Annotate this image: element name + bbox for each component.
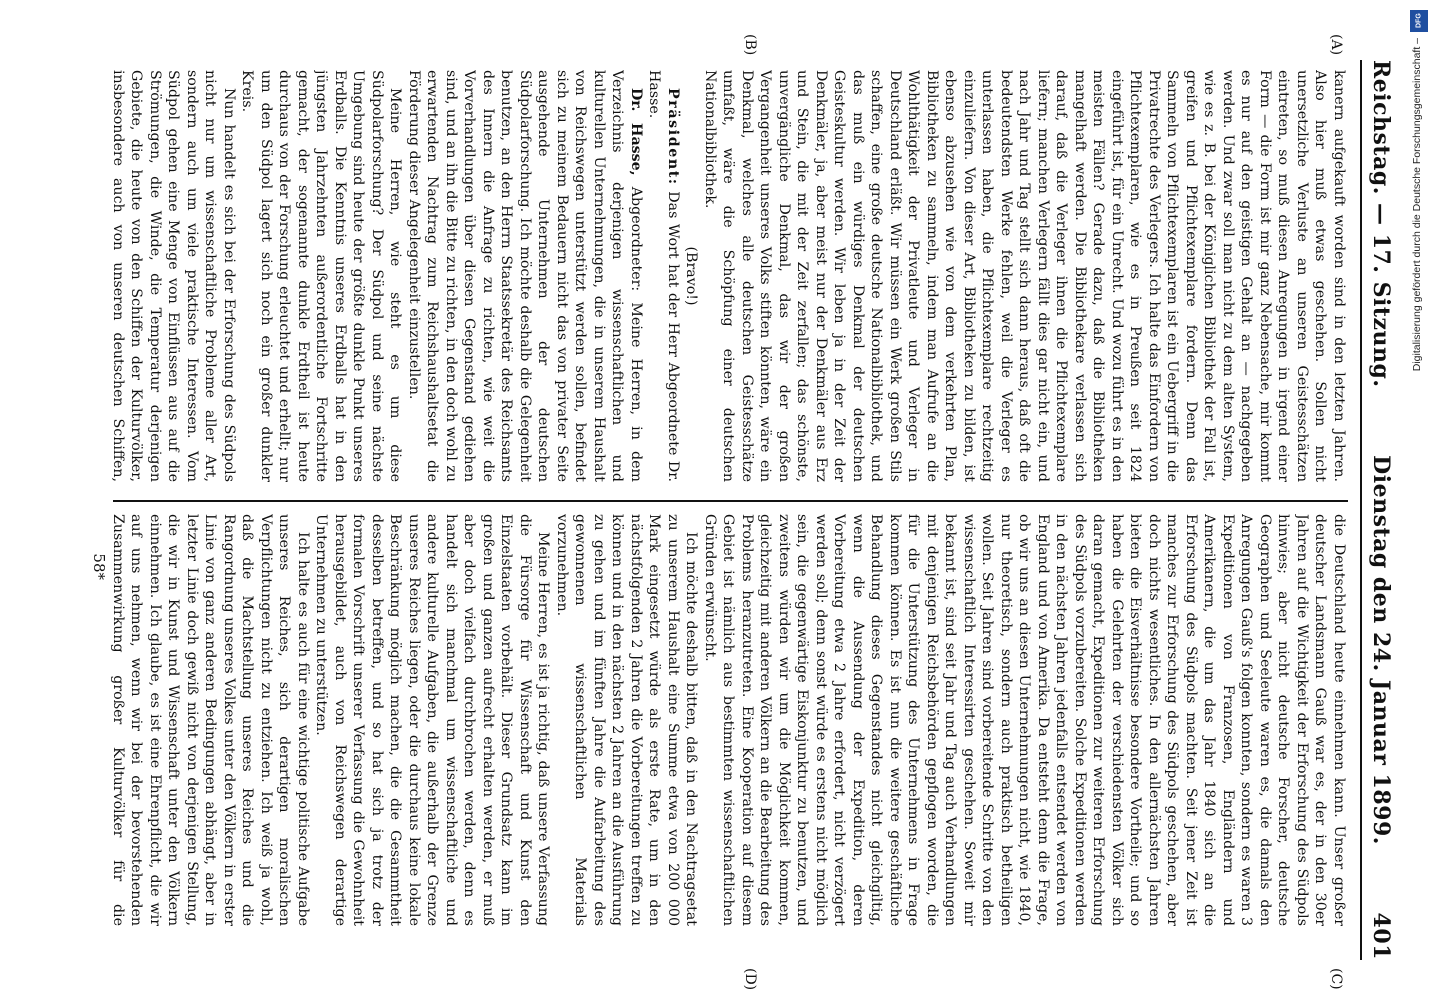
- paragraph: Ich möchte deshalb bitten, daß in den Nachtragsetat zu unserem Haushalt eine Summe etwa von 200 000 Mark eingesetzt würde als erste Rate, um in den nächstfolgenden 2 Jahren die Vorbereitungen treffen zu können und in den nächsten 2 Jahren an die Ausführung zu gehen und im fünften Jahre die Aufarbeitung des gewonnenen wissenschaftlichen Materials vorzunehmen.: [554, 514, 700, 926]
- credit-text: Digitalisierung gefördert durch die Deutsche Forschungsgemeinschaft –: [1411, 38, 1423, 372]
- signature-mark: 58*: [90, 553, 108, 580]
- paragraph: kanern aufgekauft worden sind in den letzten Jahren. Also hier muß etwas geschehen. Sollen nicht unersetzliche Verluste an unseren Geistesschätzen eintreten, so muß diesen Anregungen in irgend einer Form — die Form ist mir ganz Nebensache, mir kommt es nur auf den geistigen Gehalt an — nachgegeben werden. Und zwar soll man nicht zu dem alten System, wie es z. B. bei der Königlichen Bibliothek der Fall ist, greifen und Pflichtexemplare fordern. Denn das Sammeln von Pflichtexemplaren ist ein Uebergriff in die Privatrechte des Verlegers. Ich halte das Einfordern von Pflichtexemplaren, wie es in Preußen seit 1824 eingeführt ist, für ein Unrecht. Und wozu führt es in den meisten Fällen? Gerade dazu, daß die Bibliotheken mangelhaft werden. Die Bibliothekare verlassen sich darauf, daß die Verleger ihnen die Pflichtexemplare liefern; manchen Verlegern fällt dies gar nicht ein, und nach Jahr und Tag stellt sich dann heraus, daß oft die bedeutendsten Werke fehlen, weil die Verleger es unterlassen haben, die Pflichtexemplare rechtzeitig einzuliefern. Von dieser Art, Bibliotheken zu bilden, ist ebenso abzusehen wie von dem verkehrten Plan, Bibliotheken zu sammeln, indem man Aufrufe an die Wohlthätigkeit der Privatleute und Verleger in Deutschland erläßt. Wir müssen ein Werk großen Stils schaffen, eine große deutsche Nationalbibliothek, und das muß ein würdiges Denkmal der deutschen Geisteskultur werden. Wir leben ja in der Zeit der Denkmäler, ja, aber meist nur der Denkmäler aus Erz und Stein, die mit der Zeit zerfallen; das schönste, unvergängliche Denkmal, das wir der großen Vergangenheit unseres Volks stiften könnten, wäre ein Denkmal, welches alle deutschen Geistesschätze umfaßt, wäre die Schöpfung einer deutschen Nationalbibliothek.: [702, 70, 1347, 482]
- president-statement: [645, 70, 682, 482]
- margin-marker-a: (A): [1328, 34, 1344, 56]
- column-divider: [113, 500, 1348, 502]
- margin-marker-c: (C): [1328, 968, 1344, 990]
- right-column: [108, 514, 1348, 926]
- digitization-credit: [1408, 8, 1430, 988]
- paragraph: Nun handelt es sich bei der Erforschung des Südpols nicht nur um wissenschaftliche Probleme aller Art, sondern auch um viele praktische Interessen. Vom Südpol gehen eine Menge von Einflüssen aus auf die Strömungen, die Winde, die Temperatur derjenigen Gebiete, die heute von den Schiffen der Kulturvölker, insbesondere auch von unseren deutschen Schiffen,: [110, 70, 237, 482]
- left-column: [108, 70, 1348, 482]
- speaker-label: Präsident:: [665, 88, 681, 186]
- speaker-role: Abgeordneter:: [628, 186, 644, 292]
- paragraph: die Deutschland heute einnehmen kann. Unser großer deutscher Landsmann Gauß war es, der in den 30er Jahren auf die Wichtigkeit der Erforschung des Südpols hinwies; aber nicht deutsche Forscher, deutsche Geographen und Seeleute waren es, die damals den Anregungen Gauß's folgen konnten, sondern es waren 3 Expeditionen von Franzosen, Engländern und Amerikanern, die um das Jahr 1840 sich an die Erforschung des Südpols machten. Seit jener Zeit ist manches zur Erforschung des Südpols geschehen, aber doch nichts wesentliches. In den allernächsten Jahren bieten die Eisverhältnisse besondere Vortheile; und so haben die Gelehrten der verschiedensten Völker sich daran gemacht, Expeditionen zur weiteren Erforschung des Südpols vorzubereiten. Solche Expeditionen werden in den nächsten Jahren jedenfalls entsendet werden von England und von Amerika. Da entsteht denn die Frage, ob wir uns an diesen Unternehmungen nicht, wie 1840, nur theoretisch, sondern auch praktisch betheiligen wollen. Seit Jahren sind vorbereitende Schritte von den wissenschaftlich Interessirten geschehen. Soweit mir bekannt ist, sind seit Jahr und Tag auch Verhandlungen mit denjenigen Reichsbehörden gepflogen worden, die für die Unterstützung des Unternehmens in Frage kommen können. Es ist nun die weitere geschäftliche Behandlung dieses Gegenstandes nicht gleichgiltig, wenn die Aussendung der Expedition, deren Vorbereitung etwa 2 Jahre erfordert, nicht verzögert werden soll; denn sonst würde es erstens nicht möglich sein, die gegenwärtige Eiskonjunktur zu benutzen, und zweitens würden wir um die Möglichkeit kommen, gleichzeitig mit anderen Völkern an die Bearbeitung des Problems heranzutreten. Eine Kooperation auf diesem Gebiet ist nämlich aus bestimmten wissenschaftlichen Gründen erwünscht.: [702, 514, 1347, 926]
- paragraph: Meine Herren, wie steht es um diese Südpolarforschung? Der Südpol und seine nächste Umgebung sind heute der größte dunkle Punkt unseres Erdballs. Die Kenntnis unseres Erdballs hat in den jüngsten Jahrzehnten außerordentliche Fortschritte gemacht, der sogenannte dunkle Erdtheil ist heute durchaus von der Forschung erleuchtet und erhellt; nur um den Südpol lagert sich noch ein großer dunkler Kreis.: [239, 70, 404, 482]
- dfg-logo: DFG: [1410, 10, 1428, 32]
- paragraph: Meine Herren, es ist ja richtig, daß unsere Verfassung die Fürsorge für Wissenschaft und Kunst den Einzelstaaten vorbehält. Dieser Grundsatz kann im großen und ganzen aufrecht erhalten werden, er muß aber doch vielfach durchbrochen werden, denn es handelt sich manchmal um wissenschaftliche und andere kulturelle Aufgaben, die außerhalb der Grenze unseres Reiches liegen, oder die durchaus keine lokale Beschränkung möglich machen, die die Gesammtheit desselben betreffen, und so hat sich ja trotz der formalen Vorschrift unserer Verfassung die Gewohnheit herausgebildet, auch von Reichswegen derartige Unternehmen zu unterstützen.: [313, 514, 552, 926]
- header-rule: [1360, 60, 1362, 960]
- header-left: Reichstag. — 17. Sitzung.: [1368, 60, 1394, 388]
- paragraph: Das Wort hat der Herr Abgeordnete Dr. Hasse.: [646, 70, 681, 482]
- paragraph: Ich halte es auch für eine wichtige politische Aufgabe unseres Reiches, sich derartigen moralischen Verpflichtungen nicht zu entziehen. Ich weiß ja wohl, daß die Machtstellung unseres Reiches und die Rangordnung unseres Volkes unter den Völkern in erster Linie von ganz anderen Bedingungen abhängt, aber in letzter Linie doch gewiß nicht von derjenigen Stellung, die wir in Kunst und Wissenschaft unter den Völkern einnehmen. Ich glaube, es ist eine Ehrenpflicht, die wir auf uns nehmen, wenn wir bei der bevorstehenden Zusammenwirkung großer Kulturvölker für die: [110, 514, 311, 926]
- page-number: 401: [1368, 912, 1394, 960]
- margin-marker-d: (D): [742, 968, 758, 991]
- applause-note: (Bravo!): [683, 246, 700, 306]
- speaker-intro: [405, 70, 646, 482]
- header-center: Dienstag den 24. Januar 1899.: [1368, 455, 1394, 845]
- paragraph: Meine Herren, in dem Verzeichnis derjenigen wissenschaftlichen und kulturellen Unternehmungen, die in unserem Haushalt von Reichswegen unterstützt werden sollen, befindet sich zu meinem Bedauern nicht das von privater Seite ausgehende Unternehmen der deutschen Südpolarforschung. Ich möchte deshalb die Gelegenheit benutzen, an den Herrn Staatssekretär des Reichsamts des Innern die Anfrage zu richten, wie weit die Vorverhandlungen über diesen Gegenstand gediehen sind, und an ihn die Bitte zu richten, in den doch wohl zu erwartenden Nachtrag zum Reichshaushaltsetat die Förderung dieser Angelegenheit einzustellen.: [406, 70, 644, 482]
- margin-marker-b: (B): [742, 34, 758, 56]
- scanned-page: [34, 0, 1434, 1000]
- speaker-name: Dr. Hasse,: [628, 88, 644, 176]
- page-header: [1368, 60, 1408, 960]
